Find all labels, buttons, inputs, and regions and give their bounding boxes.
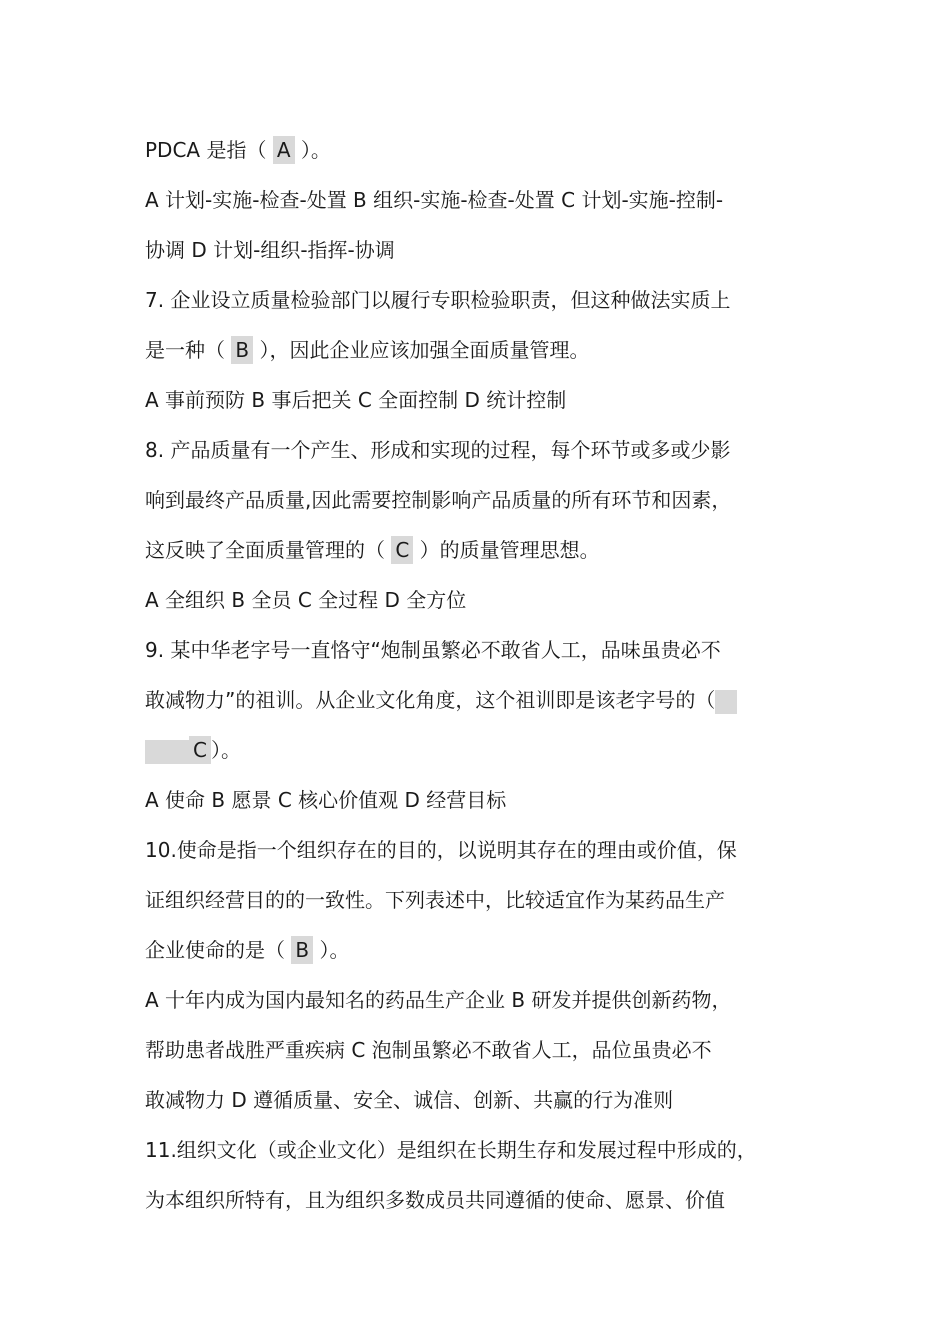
answer-shade — [145, 740, 189, 764]
question-11-stem-2: 为本组织所特有，且为组织多数成员共同遵循的使命、愿景、价值 — [145, 1188, 725, 1212]
stem-text-end: ）。 — [210, 738, 241, 762]
question-pdca-options-1: A 计划-实施-检查-处置 B 组织-实施-检查-处置 C 计划-实施-控制- — [145, 188, 724, 212]
question-7-stem-2 — [145, 336, 589, 364]
stem-text-end: ），因此企业应该加强全面质量管理。 — [253, 338, 590, 362]
stem-text: 企业使命的是（ — [145, 938, 292, 962]
question-10-options-3: 敢减物力 D 遵循质量、安全、诚信、创新、共赢的行为准则 — [145, 1088, 674, 1112]
question-9-options: A 使命 B 愿景 C 核心价值观 D 经营目标 — [145, 788, 507, 812]
stem-text: 是一种（ — [145, 338, 232, 362]
stem-text: PDCA 是指（ — [145, 138, 273, 162]
question-pdca-stem — [145, 136, 331, 164]
answer-box: C — [391, 536, 413, 564]
question-7-stem-1: 7. 企业设立质量检验部门以履行专职检验职责，但这种做法实质上 — [145, 288, 731, 312]
answer-shade — [715, 690, 737, 714]
stem-text-end: ）的质量管理思想。 — [413, 538, 600, 562]
question-9-stem-3 — [145, 736, 241, 764]
answer-box: B — [291, 936, 313, 964]
question-9-stem-1: 9. 某中华老字号一直恪守“炮制虽繁必不敢省人工，品味虽贵必不 — [145, 638, 721, 662]
question-10-stem-2: 证组织经营目的的一致性。下列表述中，比较适宜作为某药品生产 — [145, 888, 725, 912]
question-10-options-1: A 十年内成为国内最知名的药品生产企业 B 研发并提供创新药物， — [145, 988, 732, 1012]
question-10-stem-1: 10.使命是指一个组织存在的目的，以说明其存在的理由或价值，保 — [145, 838, 737, 862]
question-11-stem-1: 11.组织文化（或企业文化）是组织在长期生存和发展过程中形成的， — [145, 1138, 757, 1162]
question-8-options: A 全组织 B 全员 C 全过程 D 全方位 — [145, 588, 467, 612]
question-8-stem-3 — [145, 536, 600, 564]
question-7-options: A 事前预防 B 事后把关 C 全面控制 D 统计控制 — [145, 388, 567, 412]
question-10-options-2: 帮助患者战胜严重疾病 C 泡制虽繁必不敢省人工，品位虽贵必不 — [145, 1038, 712, 1062]
question-8-stem-1: 8. 产品质量有一个产生、形成和实现的过程，每个环节或多或少影 — [145, 438, 731, 462]
stem-text-end: ）。 — [313, 938, 350, 962]
question-10-stem-3 — [145, 936, 349, 964]
question-8-stem-2: 响到最终产品质量,因此需要控制影响产品质量的所有环节和因素， — [145, 488, 732, 512]
stem-text-end: ）。 — [294, 138, 331, 162]
stem-text: 敢减物力”的祖训。从企业文化角度，这个祖训即是该老字号的（ — [145, 688, 716, 712]
question-9-stem-2 — [145, 686, 737, 714]
answer-box: A — [273, 136, 295, 164]
answer-box: C — [189, 736, 211, 764]
answer-box: B — [231, 336, 253, 364]
question-pdca-options-2: 协调 D 计划-组织-指挥-协调 — [145, 238, 395, 262]
stem-text: 这反映了全面质量管理的（ — [145, 538, 392, 562]
